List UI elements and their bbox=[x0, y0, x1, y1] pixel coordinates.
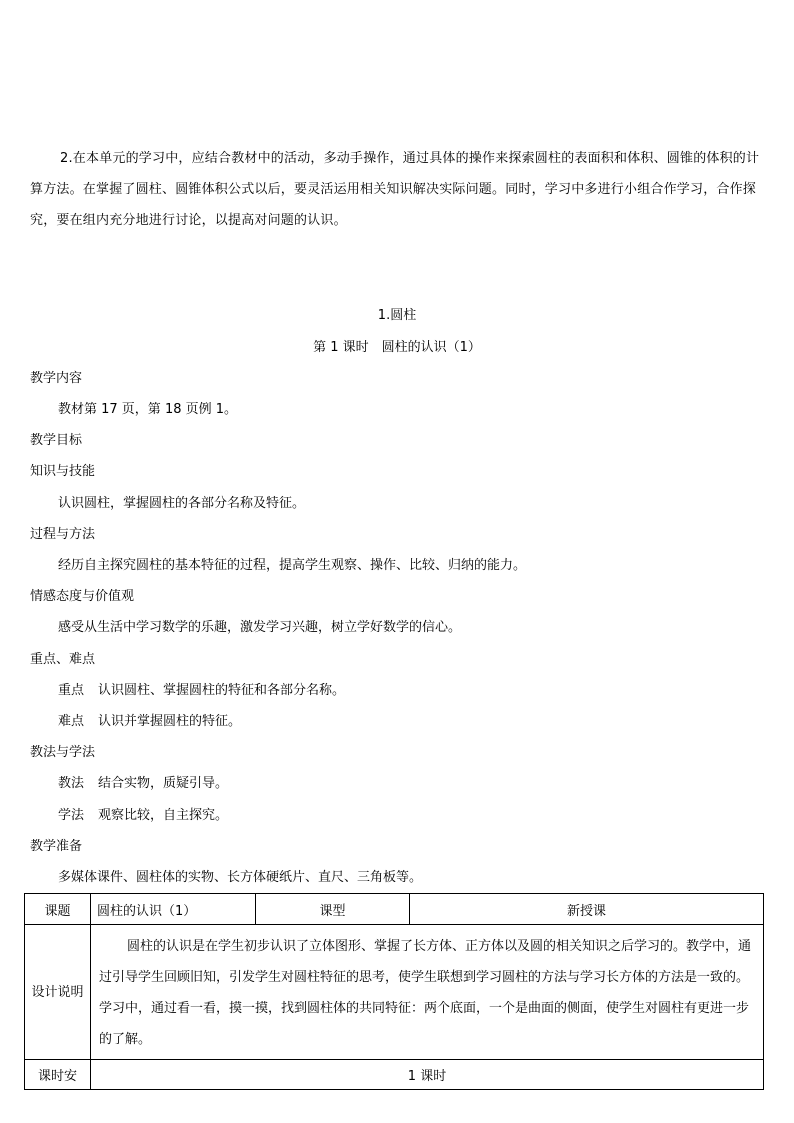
design-text-cell bbox=[91, 925, 764, 1060]
topic-value-cell: 圆柱的认识（1） bbox=[91, 894, 256, 925]
teach-method-text: 结合实物，质疑引导。 bbox=[98, 776, 229, 791]
process-heading: 过程与方法 bbox=[30, 527, 96, 542]
learn-method-label: 学法 bbox=[58, 808, 85, 823]
lesson-title: 第 1 课时 圆柱的认识（1） bbox=[313, 340, 481, 355]
emotion-heading: 情感态度与价值观 bbox=[30, 589, 135, 604]
teach-method-label: 教法 bbox=[58, 776, 85, 791]
type-label-cell: 课型 bbox=[256, 894, 410, 925]
knowledge-heading: 知识与技能 bbox=[30, 464, 96, 479]
process-text: 经历自主探究圆柱的基本特征的过程，提高学生观察、操作、比较、归纳的能力。 bbox=[58, 558, 527, 573]
teaching-content-text: 教材第 17 页，第 18 页例 1。 bbox=[58, 402, 238, 417]
teaching-goals-heading: 教学目标 bbox=[30, 433, 83, 448]
key-points-heading: 重点、难点 bbox=[30, 652, 96, 667]
lesson-info-table bbox=[24, 893, 764, 1090]
table-row bbox=[25, 1060, 764, 1090]
table-row bbox=[25, 925, 764, 1060]
difficult-point-label: 难点 bbox=[58, 714, 85, 729]
section-title: 1.圆柱 bbox=[377, 308, 417, 323]
teaching-content-heading: 教学内容 bbox=[30, 371, 83, 386]
learn-method-text: 观察比较，自主探究。 bbox=[98, 808, 229, 823]
key-point-label: 重点 bbox=[58, 683, 85, 698]
table-row bbox=[25, 894, 764, 925]
emotion-text: 感受从生活中学习数学的乐趣，激发学习兴趣，树立学好数学的信心。 bbox=[58, 620, 462, 635]
design-text: 圆柱的认识是在学生初步认识了立体图形、掌握了长方体、正方体以及圆的相关知识之后学习的。教学中，通过引导学生回顾旧知，引发学生对圆柱特征的思考，使学生联想到学习圆柱的方法与学习长方体的方法是一致的。学习中，通过看一看，摸一摸，找到圆柱体的共同特征：两个底面，一个是曲面的侧面，使学生对圆柱有更进一步的了解。 bbox=[99, 939, 752, 1047]
design-label-cell: 设计说明 bbox=[25, 925, 91, 1060]
teach-method-line bbox=[58, 774, 228, 794]
methods-heading: 教法与学法 bbox=[30, 745, 96, 760]
topic-label-cell: 课题 bbox=[25, 894, 91, 925]
schedule-label-cell: 课时安 bbox=[25, 1060, 91, 1090]
difficult-point-line bbox=[58, 712, 241, 732]
type-value-cell: 新授课 bbox=[410, 894, 764, 925]
preparation-text: 多媒体课件、圆柱体的实物、长方体硬纸片、直尺、三角板等。 bbox=[58, 870, 423, 885]
knowledge-text: 认识圆柱，掌握圆柱的各部分名称及特征。 bbox=[58, 496, 306, 511]
difficult-point-text: 认识并掌握圆柱的特征。 bbox=[98, 714, 242, 729]
preparation-heading: 教学准备 bbox=[30, 839, 83, 854]
intro-paragraph: 2.在本单元的学习中，应结合教材中的活动，多动手操作，通过具体的操作来探索圆柱的表面积和体积、圆锥的体积的计算方法。在掌握了圆柱、圆锥体积公式以后，要灵活运用相关知识解决实际问题。同时，学习中多进行小组合作学习，合作探究，要在组内充分地进行讨论，以提高对问题的认识。 bbox=[30, 151, 760, 228]
learn-method-line bbox=[58, 806, 228, 826]
key-point-text: 认识圆柱、掌握圆柱的特征和各部分名称。 bbox=[98, 683, 346, 698]
key-point-line bbox=[58, 681, 345, 701]
schedule-value-cell: 1 课时 bbox=[91, 1060, 764, 1090]
